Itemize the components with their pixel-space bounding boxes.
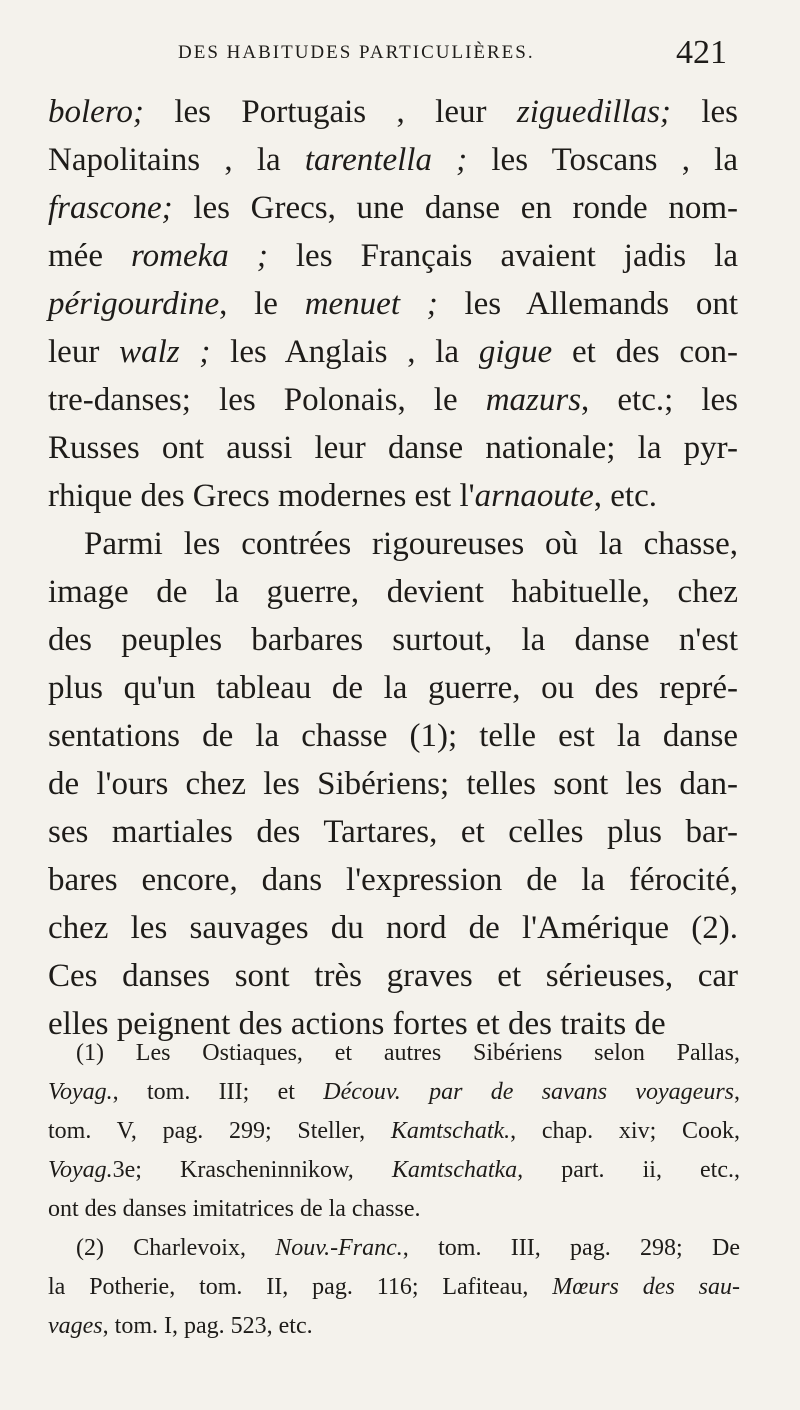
text-run: ont des danses imitatrices de la chasse. bbox=[48, 1196, 421, 1222]
text-run: des peuples barbares surtout, la danse n'est bbox=[48, 622, 738, 658]
body-line bbox=[48, 280, 738, 328]
text-run: les Allemands ont bbox=[437, 286, 738, 322]
text-run: la Potherie, tom. II, pag. 116; Lafiteau, bbox=[48, 1274, 553, 1300]
italic-text: tarentella ; bbox=[304, 142, 468, 178]
text-run: les Anglais , la bbox=[210, 334, 479, 370]
running-head: DES HABITUDES PARTICULIÈRES. bbox=[178, 42, 535, 63]
italic-text: vages bbox=[48, 1313, 103, 1339]
page-number: 421 bbox=[676, 34, 727, 71]
body-line bbox=[48, 904, 738, 952]
body-line bbox=[48, 424, 738, 472]
body-line bbox=[48, 520, 738, 568]
footnote-line bbox=[48, 1268, 740, 1307]
italic-text: walz ; bbox=[119, 334, 211, 370]
body-line bbox=[48, 616, 738, 664]
body-line bbox=[48, 184, 738, 232]
italic-text: menuet ; bbox=[304, 286, 438, 322]
text-run: (2) Charlevoix, bbox=[76, 1235, 276, 1261]
body-line bbox=[48, 136, 738, 184]
body-line bbox=[48, 568, 738, 616]
italic-text: romeka ; bbox=[131, 238, 268, 274]
footnotes bbox=[48, 1034, 740, 1346]
text-run: , tom. I, pag. 523, etc. bbox=[102, 1313, 313, 1339]
text-run: ses martiales des Tartares, et celles plus bar- bbox=[48, 814, 738, 850]
body-line bbox=[48, 376, 738, 424]
footnote-line bbox=[48, 1112, 740, 1151]
text-run: elles peignent des actions fortes et des traits de bbox=[48, 1006, 666, 1042]
text-run: tre-danses; les Polonais, le bbox=[48, 382, 486, 418]
footnote-line bbox=[48, 1307, 740, 1346]
body-line bbox=[48, 808, 738, 856]
text-run: , chap. xiv; Cook, bbox=[510, 1118, 740, 1144]
text-run: et des con- bbox=[552, 334, 738, 370]
italic-text: frascone; bbox=[48, 190, 173, 226]
text-run: rhique des Grecs modernes est l' bbox=[48, 478, 475, 514]
text-run: Russes ont aussi leur danse nationale; la pyr- bbox=[48, 430, 738, 466]
text-run: , le bbox=[219, 286, 305, 322]
italic-text: Découv. par de savans voyageurs bbox=[323, 1079, 734, 1105]
text-run: Napolitains , la bbox=[48, 142, 305, 178]
text-run: les Français avaient jadis la bbox=[267, 238, 739, 274]
body-line bbox=[48, 232, 738, 280]
italic-text: Kamtschatk. bbox=[390, 1118, 511, 1144]
italic-text: Kamtschatka, bbox=[391, 1157, 524, 1183]
text-run: tom. V, pag. 299; Steller, bbox=[48, 1118, 391, 1144]
body-line bbox=[48, 472, 738, 520]
italic-text: ziguedillas; bbox=[516, 94, 671, 130]
body-line bbox=[48, 856, 738, 904]
text-run: , tom. III; et bbox=[112, 1079, 324, 1105]
text-run: les bbox=[670, 94, 738, 130]
text-run: mée bbox=[48, 238, 132, 274]
footnote-line bbox=[48, 1190, 740, 1229]
italic-text: gigue bbox=[478, 334, 553, 370]
text-run: Ces danses sont très graves et sérieuses, car bbox=[48, 958, 738, 994]
text-run: les Grecs, une danse en ronde nom- bbox=[172, 190, 738, 226]
text-run: de l'ours chez les Sibériens; telles sont les dan- bbox=[48, 766, 738, 802]
text-run: les Portugais , leur bbox=[143, 94, 517, 130]
italic-text: arnaoute bbox=[474, 478, 594, 514]
text-run: les Toscans , la bbox=[467, 142, 738, 178]
italic-text: périgourdine bbox=[48, 286, 220, 322]
italic-text: mazurs bbox=[485, 382, 582, 418]
body-line bbox=[48, 88, 738, 136]
text-run: part. ii, etc., bbox=[523, 1157, 740, 1183]
text-run: , bbox=[734, 1079, 740, 1105]
text-run: leur bbox=[48, 334, 120, 370]
footnote-line bbox=[48, 1151, 740, 1190]
text-run: Parmi les contrées rigoureuses où la chasse, bbox=[84, 526, 738, 562]
text-run: plus qu'un tableau de la guerre, ou des repré- bbox=[48, 670, 738, 706]
italic-text: Voyag. bbox=[48, 1079, 113, 1105]
text-run: , tom. III, pag. 298; De bbox=[402, 1235, 740, 1261]
text-run: 3e; Krascheninnikow, bbox=[112, 1157, 392, 1183]
text-run: chez les sauvages du nord de l'Amérique (2). bbox=[48, 910, 738, 946]
main-text bbox=[48, 88, 738, 1048]
footnote-line bbox=[48, 1034, 740, 1073]
text-run: , etc.; les bbox=[581, 382, 739, 418]
text-run: , etc. bbox=[593, 478, 657, 514]
italic-text: Mœurs des sau- bbox=[552, 1274, 740, 1300]
body-line bbox=[48, 328, 738, 376]
text-run: sentations de la chasse (1); telle est la danse bbox=[48, 718, 738, 754]
text-run: image de la guerre, devient habituelle, chez bbox=[48, 574, 738, 610]
footnote-line bbox=[48, 1073, 740, 1112]
italic-text: bolero; bbox=[48, 94, 144, 130]
footnote-line bbox=[48, 1229, 740, 1268]
text-run: (1) Les Ostiaques, et autres Sibériens selon Pallas, bbox=[76, 1040, 740, 1066]
body-line bbox=[48, 952, 738, 1000]
text-run: bares encore, dans l'expression de la férocité, bbox=[48, 862, 738, 898]
body-line bbox=[48, 712, 738, 760]
italic-text: Nouv.-Franc. bbox=[275, 1235, 403, 1261]
body-line bbox=[48, 760, 738, 808]
body-line bbox=[48, 664, 738, 712]
italic-text: Voyag. bbox=[48, 1157, 113, 1183]
